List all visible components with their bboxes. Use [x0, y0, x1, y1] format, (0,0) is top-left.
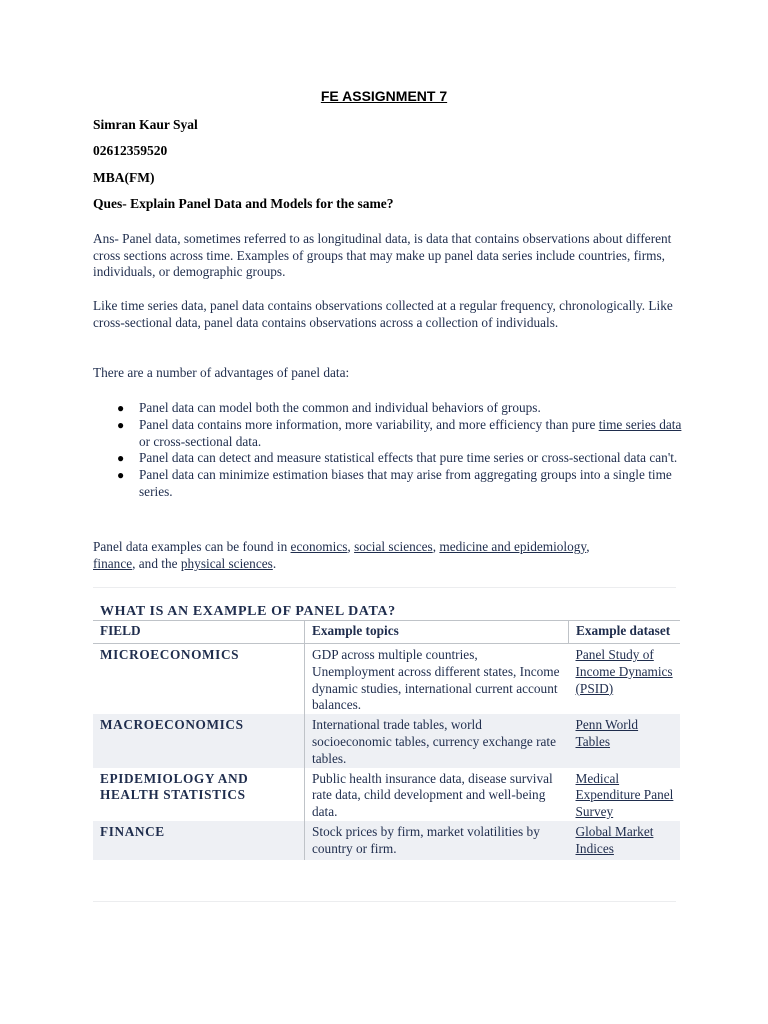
row-topics: GDP across multiple countries, Unemployment across different states, Income dynamic studies, international current account balances.	[305, 644, 569, 715]
examples-separator: ,	[586, 539, 590, 554]
program-name: MBA(FM)	[93, 170, 155, 185]
header-topics: Example topics	[305, 621, 569, 644]
examples-text	[93, 539, 593, 572]
header-dataset: Example dataset	[569, 621, 681, 644]
list-item	[93, 450, 683, 467]
panel-data-table	[93, 620, 680, 860]
examples-end: .	[272, 555, 277, 571]
list-item-text: Panel data can minimize estimation biases that may arise from aggregating groups into a single time series.	[139, 467, 672, 499]
finance-link[interactable]: finance	[93, 555, 133, 571]
bullet-icon: ●	[117, 417, 125, 432]
medicine-epidemiology-link[interactable]: medicine and epidemiology	[439, 539, 587, 554]
examples-paragraph	[93, 539, 593, 572]
advantages-intro	[93, 365, 683, 382]
examples-lead: Panel data examples can be found in	[93, 539, 291, 554]
examples-separator: , and the	[132, 555, 181, 571]
footer-divider	[93, 901, 676, 902]
list-item	[93, 417, 683, 451]
list-item-text: Panel data contains more information, more variability, and more efficiency than pure	[139, 416, 599, 432]
author-name: Simran Kaur Syal	[93, 117, 198, 132]
list-item-text: Panel data can model both the common and individual behaviors of groups.	[139, 400, 541, 415]
list-item	[93, 400, 683, 417]
physical-sciences-link[interactable]: physical sciences	[180, 555, 273, 571]
row-dataset	[569, 644, 681, 715]
list-item-text: Panel data can detect and measure statistical effects that pure time series or cross-sectional data can't.	[139, 450, 678, 466]
list-item-text-end: or cross-sectional data.	[139, 433, 262, 449]
dataset-link-penn-world[interactable]: Penn World Tables	[575, 717, 639, 749]
answer-paragraph	[93, 231, 683, 281]
bullet-icon: ●	[117, 451, 125, 466]
row-field: MICROECONOMICS	[100, 647, 240, 662]
time-series-data-link[interactable]: time series data	[598, 416, 682, 432]
table-row	[93, 768, 680, 821]
header-field: FIELD	[93, 621, 305, 644]
document-title: FE ASSIGNMENT 7	[320, 88, 448, 104]
advantages-intro-text: There are a number of advantages of panel data:	[93, 365, 350, 380]
table-header-row	[93, 621, 680, 644]
row-dataset	[569, 714, 681, 767]
section-divider	[93, 587, 676, 588]
row-field: MACROECONOMICS	[93, 714, 305, 767]
table-heading: WHAT IS AN EXAMPLE OF PANEL DATA?	[100, 604, 396, 619]
answer-text: Ans- Panel data, sometimes referred to as longitudinal data, is data that contains observations about different cross sections across time. Examples of groups that may make up panel data series include countries, firms, individuals, or demographic groups.	[93, 231, 672, 280]
list-item	[93, 467, 683, 501]
examples-separator: ,	[347, 539, 355, 554]
row-topics: Public health insurance data, disease survival rate data, child development and well-being data.	[305, 768, 569, 821]
row-topics: Stock prices by firm, market volatilities by country or firm.	[305, 821, 569, 860]
row-dataset	[569, 768, 681, 821]
bullet-icon: ●	[117, 468, 125, 483]
row-field: EPIDEMIOLOGY AND HEALTH STATISTICS	[100, 770, 249, 803]
time-series-paragraph	[93, 298, 683, 331]
bullet-icon: ●	[117, 401, 125, 415]
row-field: FINANCE	[93, 821, 305, 860]
table-row	[93, 644, 680, 715]
dataset-link-meps[interactable]: Medical Expenditure Panel Survey	[575, 770, 674, 820]
table-row	[93, 714, 680, 767]
row-dataset	[569, 821, 681, 860]
row-topics: International trade tables, world socioeconomic tables, currency exchange rate tables.	[305, 714, 569, 767]
time-series-text: Like time series data, panel data contains observations collected at a regular frequency, chronologically. Like cross-sectional data, panel data contains observations across a collection of individuals.	[93, 298, 673, 330]
question-text: Ques- Explain Panel Data and Models for the same?	[93, 196, 394, 211]
dataset-link-global-market[interactable]: Global Market Indices	[575, 823, 654, 856]
examples-separator: ,	[432, 539, 440, 554]
social-sciences-link[interactable]: social sciences	[354, 539, 433, 554]
table-row	[93, 821, 680, 860]
economics-link[interactable]: economics	[290, 539, 348, 554]
roll-number: 02612359520	[93, 143, 168, 158]
advantages-list	[93, 400, 683, 501]
dataset-link-psid[interactable]: Panel Study of Income Dynamics (PSID)	[575, 647, 673, 696]
